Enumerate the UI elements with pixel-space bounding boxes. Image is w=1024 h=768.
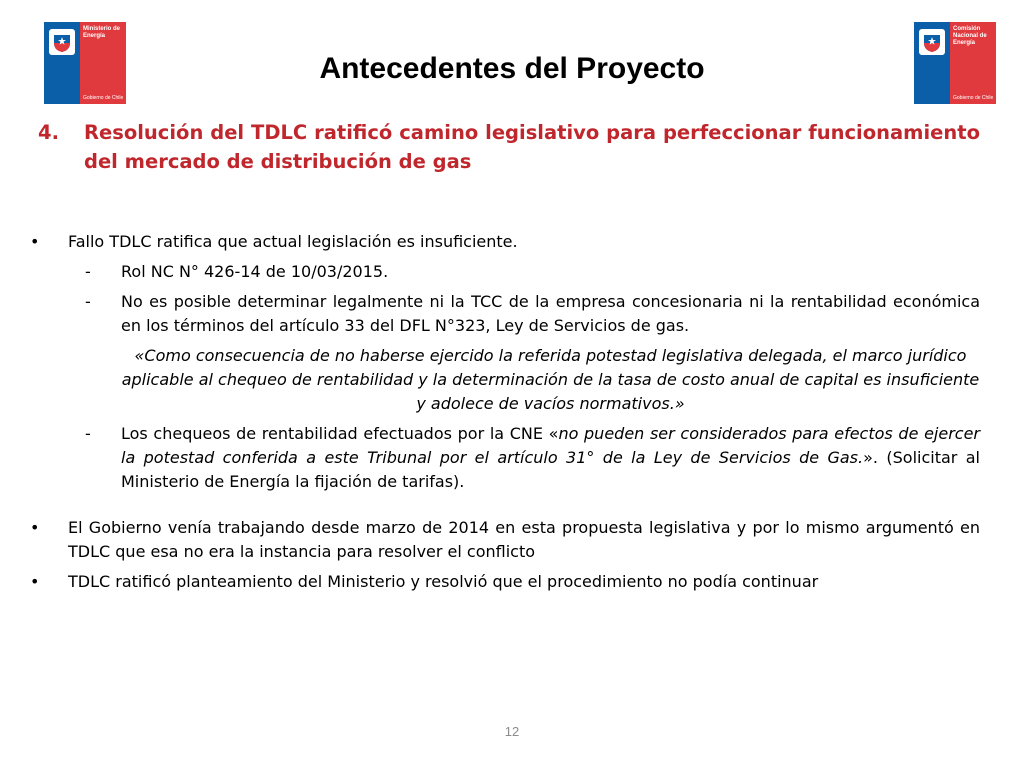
- logo-text-line: Comisión: [953, 26, 981, 32]
- dash-text: No es posible determinar legalmente ni la TCC de la empresa concesionaria ni la rentabilidad económica en los términos del artículo 33 del DFL N°323, Ley de Servicios de gas.: [121, 292, 980, 335]
- logo-text-line: Nacional de: [953, 33, 987, 39]
- slide-body: [30, 230, 980, 594]
- section-number: 4.: [38, 121, 59, 144]
- bullet-item: [30, 230, 980, 254]
- logo-text-line: Ministerio de: [83, 26, 121, 32]
- bullet-item: [30, 570, 980, 594]
- bullet-text: El Gobierno venía trabajando desde marzo de 2014 en esta propuesta legislativa y por lo mismo argumentó en TDLC que esa no era la instancia para resolver el conflicto: [68, 518, 980, 561]
- dash-item: [30, 422, 980, 494]
- slide-title: Antecedentes del Proyecto: [319, 52, 705, 85]
- dash-text-part: Los chequeos de rentabilidad efectuados por la CNE «: [121, 424, 559, 443]
- dash-text: [121, 422, 980, 494]
- bullet-item: [30, 516, 980, 564]
- logo-foot-text: Gobierno de Chile: [83, 95, 124, 101]
- section-heading: [38, 118, 980, 176]
- bullet-text: TDLC ratificó planteamiento del Ministerio y resolvió que el procedimiento no podía continuar: [68, 572, 819, 591]
- dash-text-part: ». (Solicitar al Ministerio de Energía la fijación de tarifas).: [121, 448, 980, 491]
- dash-text: Rol NC N° 426-14 de 10/03/2015.: [121, 262, 389, 281]
- bullet-icon: •: [30, 232, 40, 251]
- dash-icon: -: [85, 424, 91, 443]
- logo-text-line: Energía: [953, 40, 976, 46]
- tdlc-quote: «Como consecuencia de no haberse ejercido la referida potestad legislativa delegada, el marco jurídico aplicable al chequeo de rentabilidad y la determinación de la tasa de costo anual de capital es insuficiente y adolece de vacíos normativos.»: [121, 346, 980, 413]
- logo-text-line: Energía: [83, 33, 106, 39]
- dash-icon: -: [85, 262, 91, 281]
- bullet-icon: •: [30, 518, 40, 537]
- dash-icon: -: [85, 292, 91, 311]
- bullet-text: Fallo TDLC ratifica que actual legislación es insuficiente.: [68, 232, 518, 251]
- dash-text-quote: no pueden ser considerados para efectos de ejercer la potestad conferida a este Tribunal por el artículo 31° de la Ley de Servicios de Gas.: [121, 424, 981, 467]
- page-number: 12: [504, 724, 520, 739]
- dash-item: [30, 260, 980, 284]
- logo-foot-text: Gobierno de Chile: [953, 95, 994, 101]
- dash-item: [30, 290, 980, 338]
- section-heading-text: Resolución del TDLC ratificó camino legislativo para perfeccionar funcionamiento del mercado de distribución de gas: [84, 121, 980, 173]
- bullet-icon: •: [30, 572, 40, 591]
